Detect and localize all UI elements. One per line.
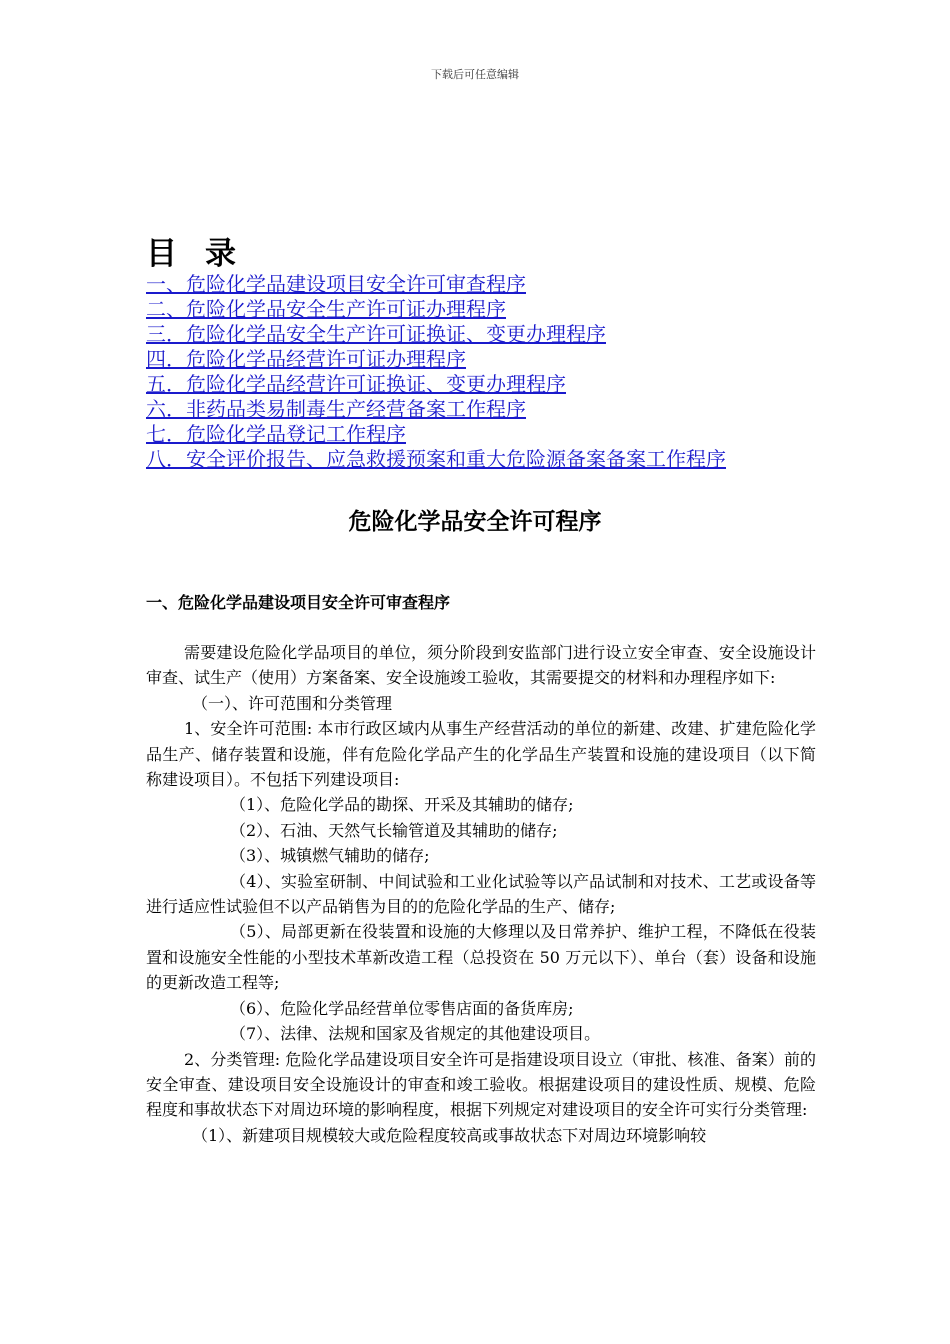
toc-link-1[interactable]: 一、危险化学品建设项目安全许可审查程序	[146, 272, 526, 296]
toc-link-2[interactable]: 二、危险化学品安全生产许可证办理程序	[146, 297, 506, 321]
scope-paragraph: 1、安全许可范围: 本市行政区域内从事生产经营活动的单位的新建、改建、扩建危险化学品生产、储存装置和设施，伴有危险化学品产生的化学品生产装置和设施的建设项目（以下简称建设项目）。不包括下列建设项目:	[146, 719, 816, 790]
main-title: 危险化学品安全许可程序	[348, 509, 602, 535]
toc-link-5[interactable]: 五．危险化学品经营许可证换证、变更办理程序	[146, 372, 566, 396]
toc-link-6[interactable]: 六．非药品类易制毒生产经营备案工作程序	[146, 397, 526, 421]
toc-link-4[interactable]: 四．危险化学品经营许可证办理程序	[146, 347, 466, 371]
exclusion-item: （5）、局部更新在役装置和设施的大修理以及日常养护、维护工程，不降低在役装置和设施安全性能的小型技术革新改造工程（总投资在 50 万元以下）、单台（套）设备和设施的更新改造工程等;	[146, 922, 816, 993]
exclusion-item: （6）、危险化学品经营单位零售店面的备货库房;	[230, 998, 574, 1018]
toc-link-7[interactable]: 七．危险化学品登记工作程序	[146, 422, 406, 446]
toc-item	[146, 322, 726, 347]
classification-item: （1）、新建项目规模较大或危险程度较高或事故状态下对周边环境影响较	[192, 1125, 707, 1145]
toc-link-3[interactable]: 三．危险化学品安全生产许可证换证、变更办理程序	[146, 322, 606, 346]
exclusion-item: （1）、危险化学品的勘探、开采及其辅助的储存;	[230, 795, 574, 815]
classification-paragraph: 2、分类管理: 危险化学品建设项目安全许可是指建设项目设立（审批、核准、备案）前的安全审查、建设项目安全设施设计的审查和竣工验收。根据建设项目的建设性质、规模、危险程度和事故状态下对周边环境的影响程度，根据下列规定对建设项目的安全许可实行分类管理:	[146, 1049, 816, 1120]
toc-link-8[interactable]: 八．安全评价报告、应急救援预案和重大危险源备案备案工作程序	[146, 447, 726, 471]
intro-paragraph: 需要建设危险化学品项目的单位，须分阶段到安监部门进行设立安全审查、安全设施设计审查、试生产（使用）方案备案、安全设施竣工验收，其需要提交的材料和办理程序如下:	[146, 643, 816, 688]
toc-item	[146, 297, 726, 322]
section-body	[146, 640, 816, 1148]
toc-item	[146, 372, 726, 397]
table-of-contents	[146, 272, 726, 472]
toc-item	[146, 397, 726, 422]
exclusion-item: （3）、城镇燃气辅助的储存;	[230, 846, 430, 866]
toc-item	[146, 347, 726, 372]
toc-title: 目录	[146, 236, 264, 272]
toc-item	[146, 422, 726, 447]
exclusion-item: （4）、实验室研制、中间试验和工业化试验等以产品试制和对技术、工艺或设备等进行适应性试验但不以产品销售为目的的危险化学品的生产、储存;	[146, 871, 816, 917]
subheading: （一）、许可范围和分类管理	[192, 693, 393, 713]
toc-item	[146, 447, 726, 472]
section-heading: 一、危险化学品建设项目安全许可审查程序	[146, 593, 451, 612]
exclusion-item: （2）、石油、天然气长输管道及其辅助的储存;	[230, 820, 558, 840]
toc-item	[146, 272, 726, 297]
exclusion-item: （7）、法律、法规和国家及省规定的其他建设项目。	[230, 1024, 601, 1044]
header-note: 下载后可任意编辑	[431, 68, 519, 81]
